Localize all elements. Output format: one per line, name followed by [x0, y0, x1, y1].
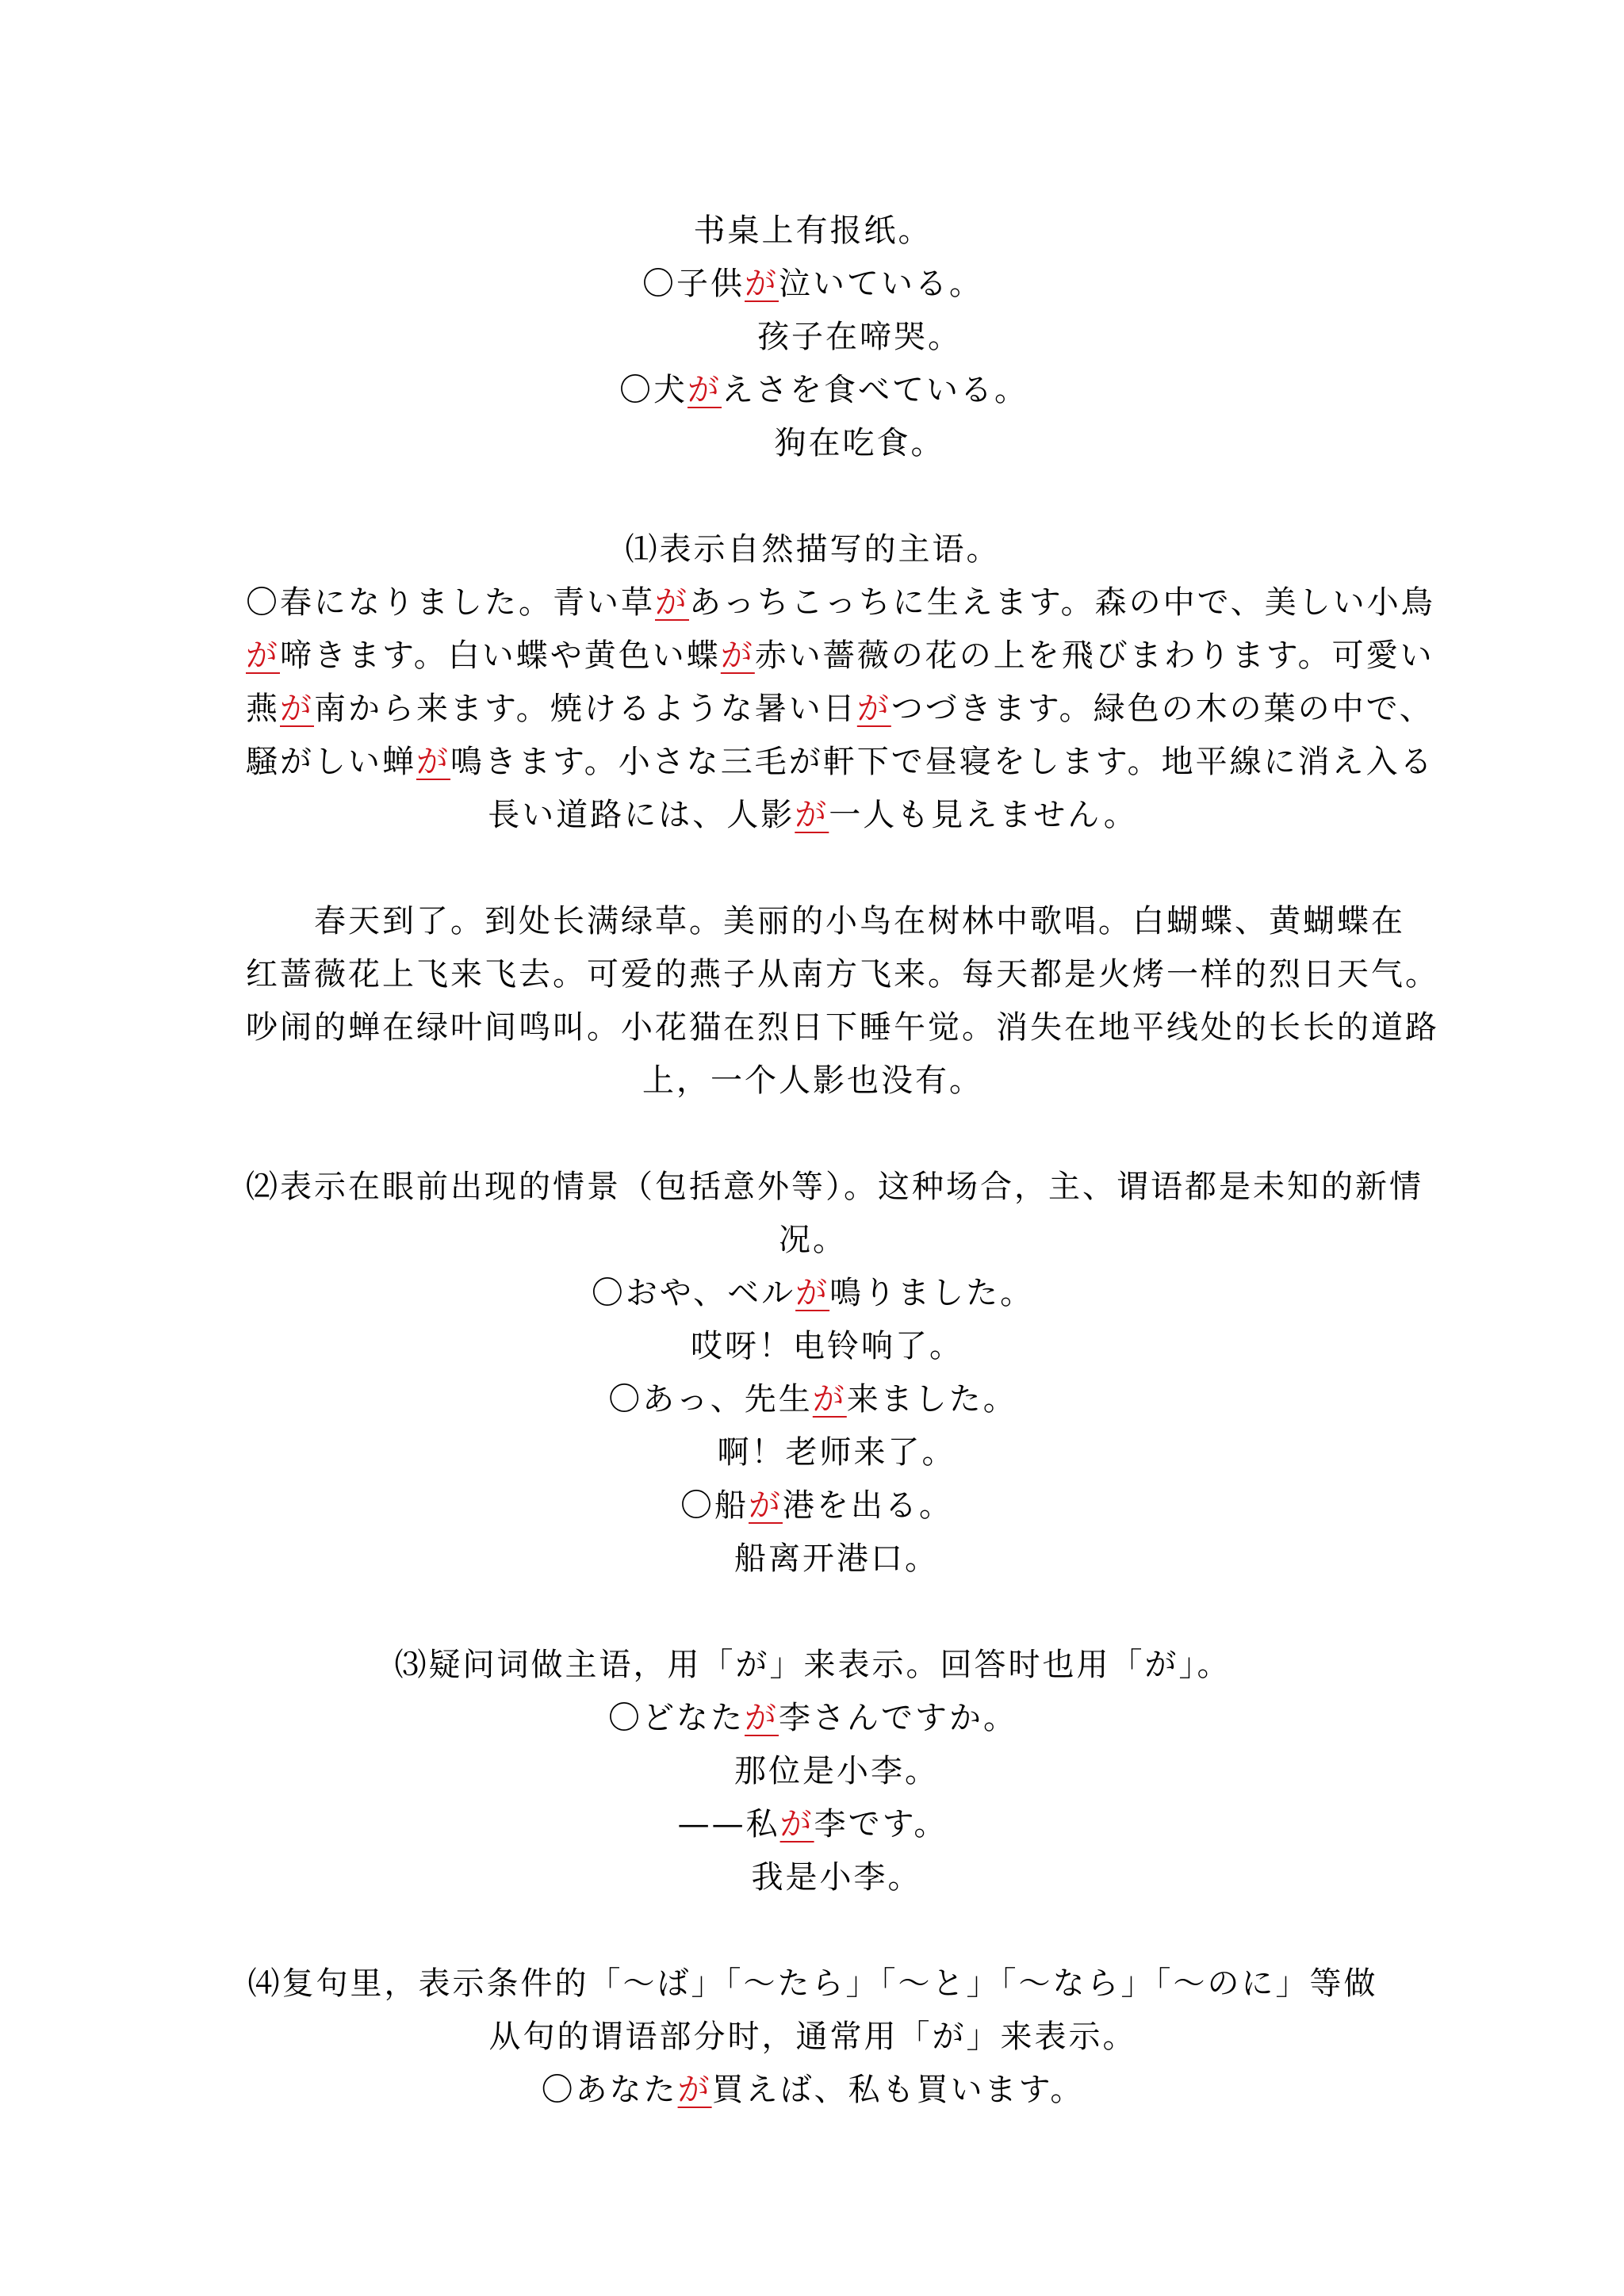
- ga-particle: が: [416, 744, 450, 780]
- example-sentence: 〇あなたが買えば、私も買います。: [541, 2072, 1085, 2108]
- example-translation: 我是小李。: [751, 1859, 922, 1896]
- example-sentence: ——私が李です。: [677, 1806, 948, 1843]
- example-sentence: 〇あっ、先生が来ました。: [608, 1381, 1017, 1418]
- jp-paragraph-line: 長い道路には、人影が一人も見えません。: [488, 797, 1138, 833]
- example-translation: 狗在吃食。: [774, 425, 945, 461]
- ga-particle: が: [720, 637, 755, 674]
- document-page: [246, 205, 1439, 2117]
- jp-paragraph-line: 騒がしい蝉が鳴きます。小さな三毛が軒下で昼寝をします。地平線に消え入る: [246, 744, 1434, 780]
- ga-particle: が: [246, 637, 280, 674]
- example-translation: 那位是小李。: [734, 1753, 939, 1789]
- example-sentence: 〇船が港を出る。: [680, 1487, 953, 1524]
- section-heading: ⑷复句里，表示条件的「～ば」「～たら」「～と」「～なら」「～のに」等做: [247, 1965, 1378, 2002]
- ga-particle: が: [856, 691, 891, 727]
- section-heading: 从句的谓语部分时，通常用「が」来表示。: [488, 2019, 1137, 2055]
- jp-paragraph-line: が啼きます。白い蝶や黄色い蝶が赤い薔薇の花の上を飛びまわります。可愛い: [246, 637, 1434, 674]
- cn-paragraph-line: 春天到了。到处长满绿草。美丽的小鸟在树林中歌唱。白蝴蝶、黄蝴蝶在: [246, 903, 1405, 939]
- cn-paragraph-line: 红蔷薇花上飞来飞去。可爱的燕子从南方飞来。每天都是火烤一样的烈日天气。: [246, 956, 1439, 993]
- ga-particle: が: [812, 1381, 847, 1418]
- example-translation: 哎呀！电铃响了。: [691, 1328, 963, 1364]
- example-sentence: 〇犬がえさを食べている。: [619, 372, 1028, 408]
- ga-particle: が: [795, 797, 829, 833]
- ga-particle: が: [749, 1487, 783, 1524]
- top-example-block: [246, 205, 1380, 470]
- ga-particle: が: [677, 2072, 712, 2108]
- section-1: [246, 523, 1439, 1108]
- jp-paragraph-line: 〇春になりました。青い草があっちこっちに生えます。森の中で、美しい小鳥: [246, 584, 1435, 621]
- example-translation: 书桌上有报纸。: [693, 212, 933, 249]
- section-heading: ⑴表示自然描写的主语。: [625, 531, 1001, 568]
- example-sentence: 〇子供が泣いている。: [642, 266, 983, 302]
- ga-particle: が: [745, 266, 779, 302]
- section-heading: ⑶疑问词做主语，用「が」来表示。回答时也用「が」。: [394, 1647, 1231, 1683]
- section-3: [246, 1639, 1380, 1904]
- section-4: [246, 1957, 1380, 2117]
- section-heading: ⑵表示在眼前出现的情景（包括意外等）。这种场合，主、谓语都是未知的新情: [246, 1169, 1423, 1205]
- cn-paragraph-line: 吵闹的蝉在绿叶间鸣叫。小花猫在烈日下睡午觉。消失在地平线处的长长的道路: [246, 1009, 1439, 1046]
- example-translation: 船离开港口。: [734, 1540, 939, 1577]
- example-translation: 啊！老师来了。: [717, 1434, 956, 1471]
- ga-particle: が: [280, 691, 314, 727]
- ga-particle: が: [655, 584, 689, 621]
- ga-particle: が: [745, 1700, 779, 1736]
- example-sentence: 〇おや、ベルが鳴りました。: [591, 1275, 1035, 1311]
- jp-paragraph-line: 燕が南から来ます。焼けるような暑い日がつづきます。緑色の木の葉の中で、: [246, 691, 1434, 727]
- ga-particle: が: [779, 1806, 814, 1843]
- example-translation: 孩子在啼哭。: [757, 319, 962, 355]
- ga-particle: が: [795, 1275, 830, 1311]
- section-2: [246, 1161, 1423, 1586]
- cn-paragraph-line: 上，一个人影也没有。: [642, 1062, 983, 1099]
- example-sentence: 〇どなたが李さんですか。: [608, 1700, 1017, 1736]
- ga-particle: が: [688, 372, 722, 408]
- section-heading: 况。: [779, 1222, 847, 1258]
